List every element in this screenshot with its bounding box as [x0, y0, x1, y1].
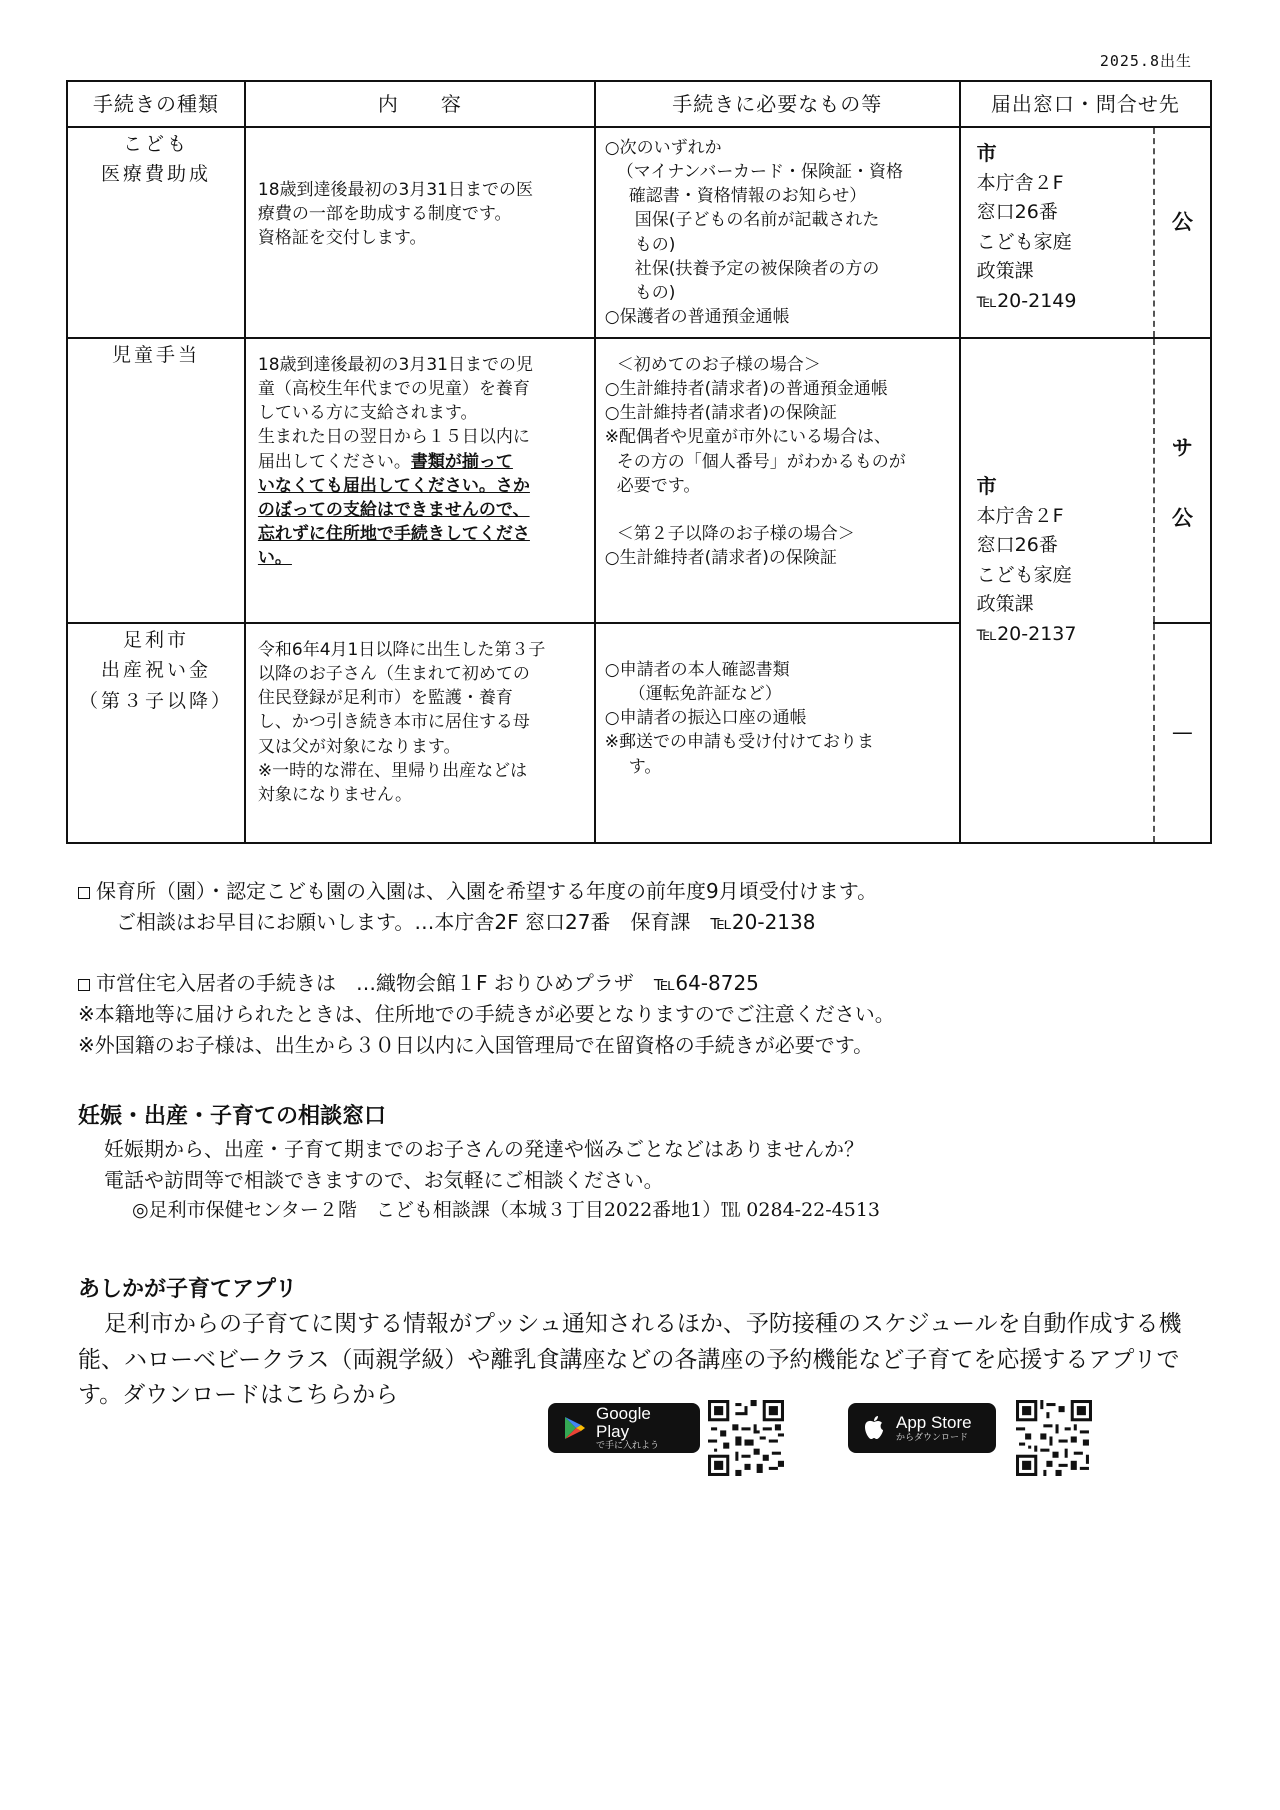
nursery-sub-note: ご相談はお早目にお願いします。…本庁舎2F 窓口27番 保育課 ℡20-2138	[116, 910, 816, 934]
content-line: 又は父が対象になります。	[257, 736, 461, 757]
google-play-label: Google Play	[596, 1403, 651, 1441]
item-line: ○申請者の振込口座の通帳	[604, 708, 807, 729]
box-bullet-icon	[78, 979, 90, 991]
nursery-note	[78, 876, 1228, 907]
type-line: こども	[122, 133, 189, 155]
consultation-line: 電話や訪問等で相談できますので、お気軽にご相談ください。	[104, 1168, 664, 1193]
content-emphasis: 書類が揃って	[410, 451, 513, 472]
required-items	[595, 127, 960, 338]
foreign-note: ※外国籍のお子様は、出生から３０日以内に入国管理局で在留資格の手続きが必要です。	[78, 1033, 874, 1057]
item-line: 必要です。	[616, 475, 701, 496]
content-line: 18歳到達後最初の3月31日までの医	[257, 180, 534, 200]
procedure-type	[67, 623, 245, 843]
content-emphasis: のぼっての支給はできませんので、	[257, 499, 530, 520]
table-header-row	[67, 81, 1211, 127]
item-line: ○生計維持者(請求者)の普通預金通帳	[604, 379, 888, 400]
google-play-qr-code[interactable]	[708, 1400, 784, 1476]
office-contact	[960, 338, 1154, 843]
document-date: 2025.8出生	[1099, 52, 1192, 70]
honseki-note: ※本籍地等に届けられたときは、住所地での手続きが必要となりますのでご注意ください。	[78, 1002, 895, 1026]
office-line: 本庁舎２F	[976, 505, 1064, 527]
office-contact	[960, 127, 1154, 338]
content-line: 18歳到達後最初の3月31日までの児	[257, 355, 534, 375]
office-line: 政策課	[976, 593, 1034, 616]
consultation-address: ◎足利市保健センター２階 こども相談課（本城３丁目2022番地1）℡ 0284-22-4513	[132, 1199, 881, 1222]
consultation-section	[78, 1100, 1228, 1226]
item-line: 確認書・資格情報のお知らせ）	[628, 186, 867, 207]
item-line: ○次のいずれか	[604, 138, 722, 158]
header-content: 内 容	[245, 81, 595, 127]
item-line: （マイナンバーカード・保険証・資格	[616, 162, 904, 183]
office-head: 市	[976, 141, 997, 165]
content-line: 以降のお子さん（生まれて初めての	[257, 664, 530, 685]
content-line: ※一時的な滞在、里帰り出産などは	[257, 760, 528, 781]
required-items	[595, 338, 960, 623]
office-phone: ℡20-2149	[976, 289, 1077, 312]
item-line: ○生計維持者(請求者)の保険証	[604, 403, 837, 424]
item-line: ※配偶者や児童が市外にいる場合は、	[604, 427, 891, 448]
mark-label: 公	[1171, 210, 1193, 234]
office-line: こども家庭	[976, 230, 1072, 253]
item-line: その方の「個人番号」がわかるものが	[616, 451, 906, 472]
item-line: （運転免許証など）	[628, 684, 782, 705]
google-play-badge[interactable]	[548, 1403, 700, 1453]
header-items: 手続きに必要なもの等	[595, 81, 960, 127]
service-mark	[1154, 623, 1211, 843]
content-emphasis: い。	[257, 548, 292, 568]
apple-icon	[860, 1414, 888, 1442]
notes-section	[78, 876, 1228, 1061]
type-line: （第３子以降）	[78, 689, 233, 712]
procedure-type	[67, 127, 245, 338]
procedure-content	[245, 338, 595, 623]
item-line	[605, 498, 951, 522]
office-head: 市	[976, 474, 997, 498]
google-play-sub: で手に入れよう	[596, 1440, 660, 1451]
content-line: 療費の一部を助成する制度です。	[257, 204, 512, 225]
service-mark	[1154, 127, 1211, 338]
item-line: 社保(扶養予定の被保険者の方の	[634, 258, 880, 279]
procedure-type	[67, 338, 245, 623]
mark-label: —	[1171, 720, 1193, 745]
content-line: 令和6年4月1日以降に出生した第３子	[257, 640, 546, 660]
mark-label: サ	[1171, 436, 1193, 460]
item-line: ＜第２子以降のお子様の場合＞	[616, 523, 855, 544]
office-line: 窓口26番	[976, 534, 1058, 557]
type-line: 出産祝い金	[100, 659, 211, 682]
header-office: 届出窓口・問合せ先	[960, 81, 1211, 127]
office-line: こども家庭	[976, 563, 1072, 586]
housing-text: 市営住宅入居者の手続きは …織物会館１F おりひめプラザ ℡64-8725	[96, 971, 759, 995]
content-emphasis: 忘れずに住所地で手続きしてくださ	[257, 523, 530, 544]
app-title: あしかが子育てアプリ	[78, 1277, 298, 1302]
app-store-badge[interactable]	[848, 1403, 996, 1453]
nursery-text: 保育所（園）・認定こども園の入園は、入園を希望する年度の前年度9月頃受付けます。	[96, 879, 878, 903]
consultation-title: 妊娠・出産・子育ての相談窓口	[78, 1104, 387, 1129]
procedure-table	[66, 80, 1212, 844]
table-row	[67, 338, 1211, 623]
header-type: 手続きの種類	[67, 81, 245, 127]
content-line: 対象になりません。	[257, 784, 412, 805]
service-mark	[1154, 338, 1211, 623]
type-line: 足利市	[122, 629, 189, 651]
item-line: ○申請者の本人確認書類	[604, 660, 790, 680]
mark-label: 公	[1171, 505, 1193, 530]
procedure-content	[245, 623, 595, 843]
type-line: 児童手当	[111, 344, 200, 366]
item-line: ＜初めてのお子様の場合＞	[616, 355, 821, 375]
content-line: 童（高校生年代までの児童）を養育	[257, 379, 530, 400]
item-line: 国保(子どもの名前が記載された	[634, 210, 880, 231]
google-play-icon	[560, 1414, 588, 1442]
office-line: 窓口26番	[976, 201, 1058, 224]
content-line: している方に支給されます。	[257, 403, 478, 424]
required-items	[595, 623, 960, 843]
content-line: 生まれた日の翌日から１５日以内に	[257, 427, 530, 448]
type-line: 医療費助成	[100, 163, 211, 186]
item-line: す。	[628, 756, 662, 777]
content-line: し、かつ引き続き本市に居住する母	[257, 712, 530, 733]
app-description: 足利市からの子育てに関する情報がプッシュ通知されるほか、予防接種のスケジュールを自動作成する機能、ハローベビークラス（両親学級）や離乳食講座などの各講座の予約機能など子育てを応援するアプリです。ダウンロードはこちらから	[78, 1311, 1182, 1409]
office-line: 本庁舎２F	[976, 172, 1064, 194]
office-line: 政策課	[976, 260, 1034, 283]
table-row	[67, 127, 1211, 338]
app-store-qr-code[interactable]	[1016, 1400, 1092, 1476]
content-emphasis: いなくても届出してください。さか	[257, 475, 530, 496]
content-line: 住民登録が足利市）を監護・養育	[257, 688, 513, 709]
item-line: ○生計維持者(請求者)の保険証	[604, 547, 837, 568]
content-line: 資格証を交付します。	[257, 228, 427, 249]
app-store-sub: からダウンロード	[896, 1431, 969, 1442]
box-bullet-icon	[78, 887, 90, 899]
item-line: ○保護者の普通預金通帳	[604, 306, 790, 327]
content-line	[258, 450, 584, 474]
content-text: 届出してください。	[257, 451, 411, 472]
procedure-content	[245, 127, 595, 338]
housing-note	[78, 968, 1228, 999]
item-line: ※郵送での申請も受け付けておりま	[604, 732, 874, 753]
item-line: もの)	[634, 234, 676, 255]
app-section	[78, 1273, 1208, 1414]
app-store-label: App Store	[896, 1412, 972, 1432]
item-line: もの)	[634, 282, 676, 303]
consultation-line: 妊娠期から、出産・子育て期までのお子さんの発達や悩みごとなどはありませんか？	[104, 1137, 864, 1162]
office-phone: ℡20-2137	[976, 622, 1077, 645]
